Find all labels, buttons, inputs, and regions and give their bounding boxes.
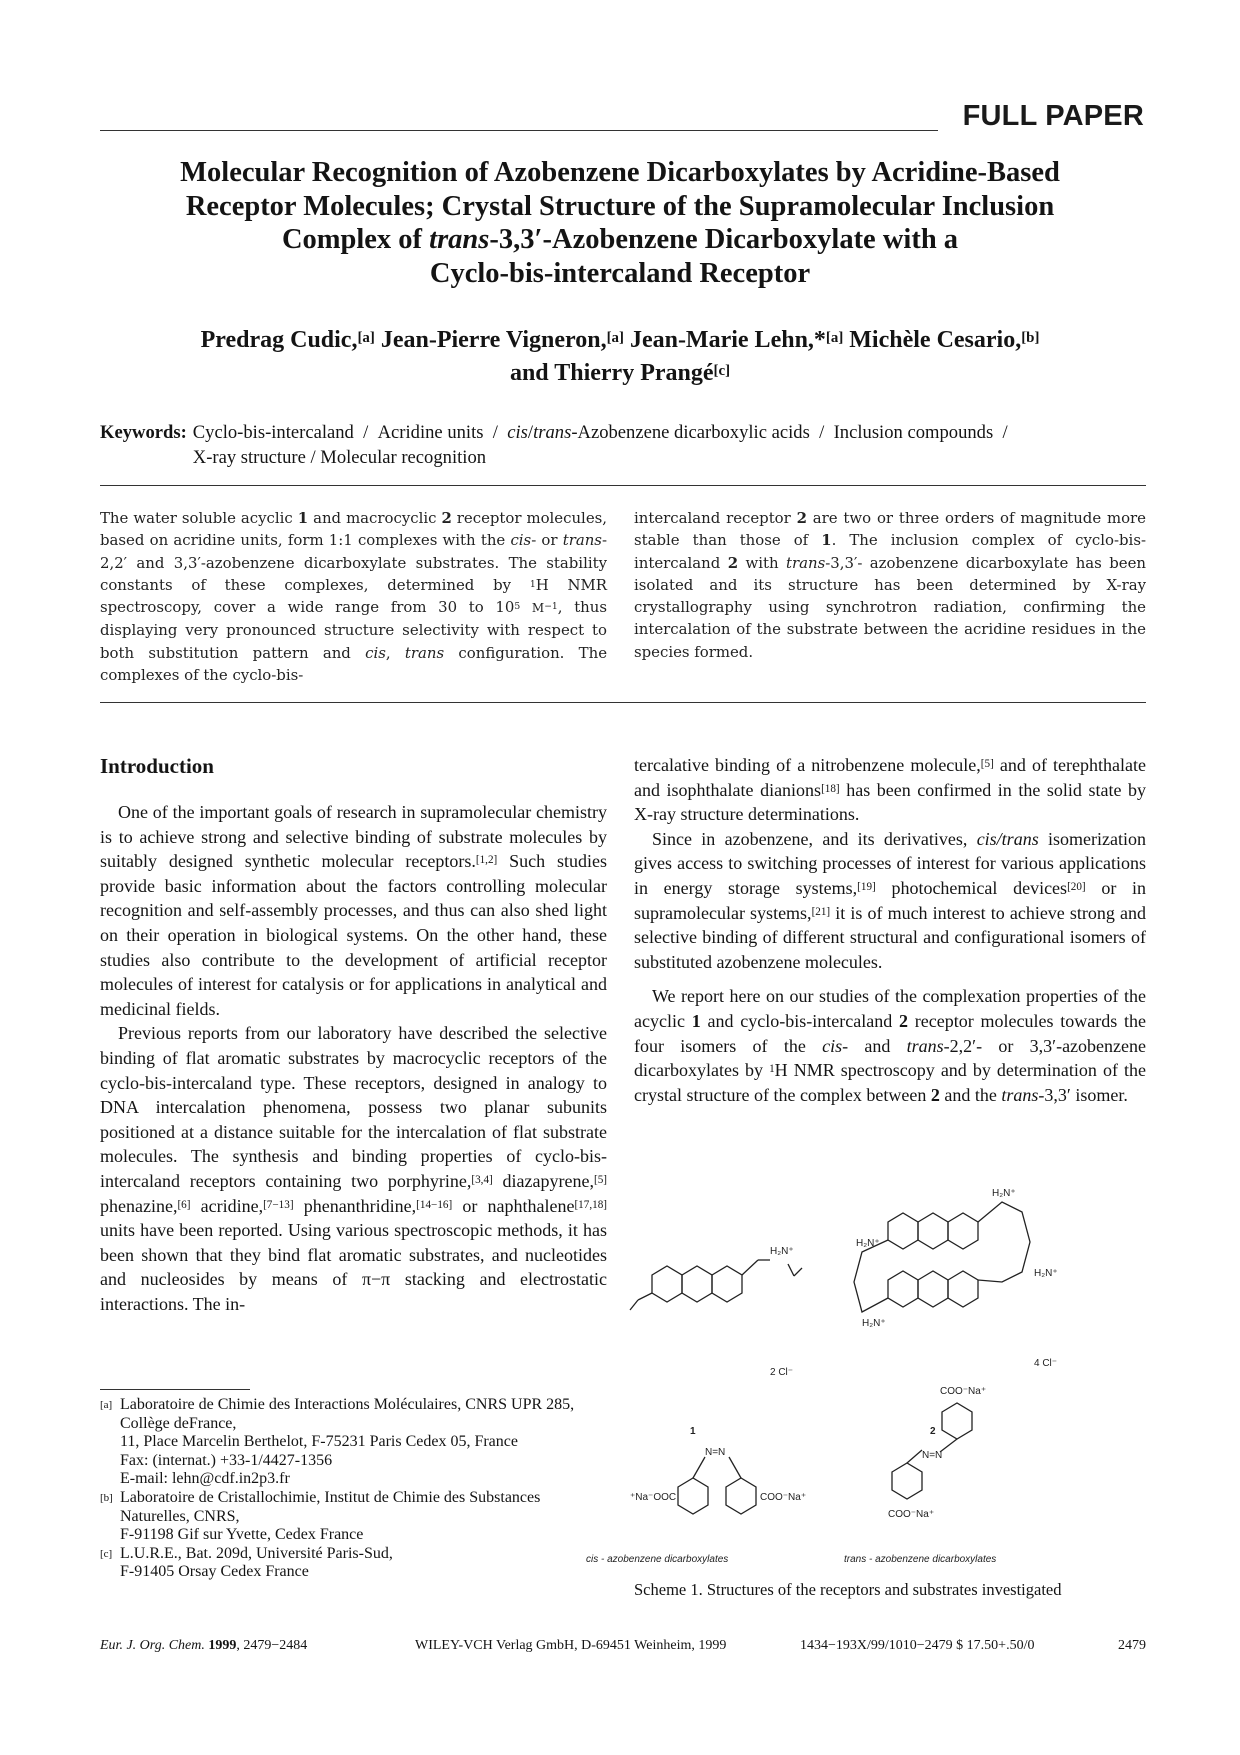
cis-azobenzene-structure [586,1447,806,1565]
carboxylate-label: ⁺Na⁻OOC [630,1492,677,1503]
trans-caption: trans - azobenzene dicarboxylates [844,1554,997,1565]
keywords-list: Cyclo-bis-intercaland / Acridine units / cis/trans-Azobenzene dicarboxylic acids / Inclusion compounds / X-ray structure / Molecular recognition [192,422,1008,468]
azo-label: N=N [922,1450,943,1461]
issn: 1434−193X/99/1010−2479 $ 17.50+.50/0 [800,1638,1035,1653]
paragraph: We report here on our studies of the complexation properties of the acyclic 1 and cyclo-bis-intercaland 2 receptor molecules towards the four isomers of the cis- and trans-2,2′- or 3,3′-azobenzene dicarboxylates by $^1$H NMR spectroscopy and by determination of the crystal structure of the complex between 2 and the trans-3,3′ isomer. [634,986,1147,1105]
footnote: [a] Laboratoire de Chimie des Interactions Moléculaires, CNRS UPR 285, Collège deFrance, 11, Place Marcelin Berthelot, F-75231 Paris Cedex 05, France Fax: (internat.) +33-1/4427-1356 E-mail: lehn@cdf.in2p3.fr [100,1396,575,1488]
title-line: Cyclo-bis-intercaland Receptor [429,257,811,289]
receptor-1-structure [630,1246,802,1437]
publisher: WILEY-VCH Verlag GmbH, D-69451 Weinheim, 1999 [415,1638,727,1653]
abstract-column-left: The water soluble acyclic 1 and macrocyclic 2 receptor molecules, based on acridine units, form 1:1 complexes with the cis- or trans-2,2′ and 3,3′-azobenzene dicarboxylate substrates. The stability constants of these complexes, determined by $^1$H NMR spectroscopy, cover a wide range from 30 to $10^5$ $M^{-1}$, thus displaying very pronounced structure selectivity with respect to both substitution pattern and cis, trans configuration. The complexes of the cyclo-bis- [100,509,608,685]
trans-azobenzene-structure [844,1386,996,1565]
keyword: Cyclo-bis-intercaland [192,422,354,443]
page-number: 2479 [1118,1638,1146,1653]
section-label: FULL PAPER [962,100,1144,132]
carboxylate-label: COO⁻Na⁺ [940,1386,987,1397]
page-footer [100,1638,1146,1662]
author: and Thierry Prangé[c] [509,360,731,386]
author: Jean-Pierre Vigneron,[a] [380,327,624,353]
author-list [100,324,1140,390]
keywords [100,420,1150,470]
counterion-1: 2 Cl⁻ [770,1367,794,1378]
scheme-1-structures [586,1172,1150,1572]
carboxylate-label: COO⁻Na⁺ [888,1509,935,1520]
keyword: Molecular recognition [320,447,487,468]
footnote-rule [100,1389,250,1390]
body-column-right [634,753,1146,1107]
paragraph: Previous reports from our laboratory have described the selective binding of flat aromatic substrates by macrocyclic receptors of the cyclo-bis-intercaland type. These receptors, designed in analogy to DNA intercalation phenomena, possess two planar subunits positioned at a distance suitable for the intercalation of flat substrate molecules. The synthesis and binding properties of cyclo-bis-intercaland receptors containing two porphyrine,[3,4] diazapyrene,[5] phenazine,[6] acridine,[7−13] phenanthridine,[14−16] or naphthalene[17,18] units have been reported. Using various spectroscopic methods, it has been shown that they bind flat aromatic substrates, and nucleotides and nucleosides by means of π−π stacking and electrostatic interactions. The in- [100,1023,607,1314]
abstract-column-right: intercaland receptor 2 are two or three orders of magnitude more stable than those of 1. The inclusion complex of cyclo-bis-intercaland 2 with trans-3,3′- azobenzene dicarboxylate has been isolated and its structure has been determined by X-ray crystallography using synchrotron radiation, confirming the intercalation of the substrate between the acridine residues in the species formed. [634,509,1146,661]
abstract-top-rule [100,485,1146,486]
keywords-label: Keywords: [100,422,187,443]
amine-label: H₂N⁺ [862,1318,886,1329]
title-line: Molecular Recognition of Azobenzene Dicarboxylates by Acridine-Based [180,157,1060,188]
footnote: [b] Laboratoire de Cristallochimie, Institut de Chimie des Substances Naturelles, CNRS, F-91198 Gif sur Yvette, Cedex France [100,1488,541,1544]
title-line: Complex of trans-3,3′-Azobenzene Dicarboxylate with a [281,224,959,255]
amine-label: H₂N⁺ [856,1238,880,1249]
footnote: [c] L.U.R.E., Bat. 209d, Université Paris-Sud, F-91405 Orsay Cedex France [100,1544,393,1581]
author: Jean-Marie Lehn,*[a] [629,327,844,353]
carboxylate-label: COO⁻Na⁺ [760,1492,807,1503]
author: Michèle Cesario,[b] [849,327,1040,353]
paragraph: Since in azobenzene, and its derivatives, cis/trans isomerization gives access to switching processes of interest for various applications in energy storage systems,[19] photochemical devices[20] or in supramolecular systems,[21] it is of much interest to achieve strong and selective binding of different structural and configurational isomers of substituted azobenzene molecules. [634,828,1147,972]
journal-citation: Eur. J. Org. Chem. 1999 , 2479−2484 [100,1638,308,1653]
cis-caption: cis - azobenzene dicarboxylates [586,1554,729,1565]
amine-label: H₂N⁺ [1034,1268,1058,1279]
author: Predrag Cudic,[a] [200,327,375,353]
body-column-left [100,800,607,1316]
azo-label: N=N [705,1447,726,1458]
counterion-2: 4 Cl⁻ [1034,1358,1058,1369]
amine-label: H₂N⁺ [770,1246,794,1257]
keyword: Inclusion compounds [833,422,994,443]
abstract-bottom-rule [100,702,1146,703]
compound-label-2: 2 [930,1426,936,1437]
compound-label-1: 1 [690,1426,696,1437]
keyword: Acridine units [377,422,484,443]
paragraph: One of the important goals of research in supramolecular chemistry is to achieve strong and selective binding of substrate molecules by suitably designed synthetic molecular receptors.[1,2] Such studies provide basic information about the factors controlling molecular recognition and self-assembly processes, and thus can also shed light on their operation in biological systems. On the other hand, these studies also contribute to the development of artificial receptor molecules of interest for catalysis or for applications in analytical and medicinal fields. [100,802,607,1019]
header-rule [100,130,938,131]
paper-title [100,156,1140,290]
keyword: X-ray structure [192,447,306,468]
scheme-caption: Scheme 1. Structures of the receptors and substrates investigated [634,1580,1062,1599]
section-heading-introduction: Introduction [100,754,214,778]
keyword: cis/trans-Azobenzene dicarboxylic acids [507,422,810,443]
paragraph: tercalative binding of a nitrobenzene molecule,[5] and of terephthalate and isophthalate dianions[18] has been confirmed in the solid state by X-ray structure determinations. [634,755,1146,825]
footnotes [100,1396,610,1582]
receptor-2-structure [854,1188,1058,1437]
amine-label: H₂N⁺ [992,1188,1016,1199]
title-line: Receptor Molecules; Crystal Structure of the Supramolecular Inclusion [185,190,1055,222]
